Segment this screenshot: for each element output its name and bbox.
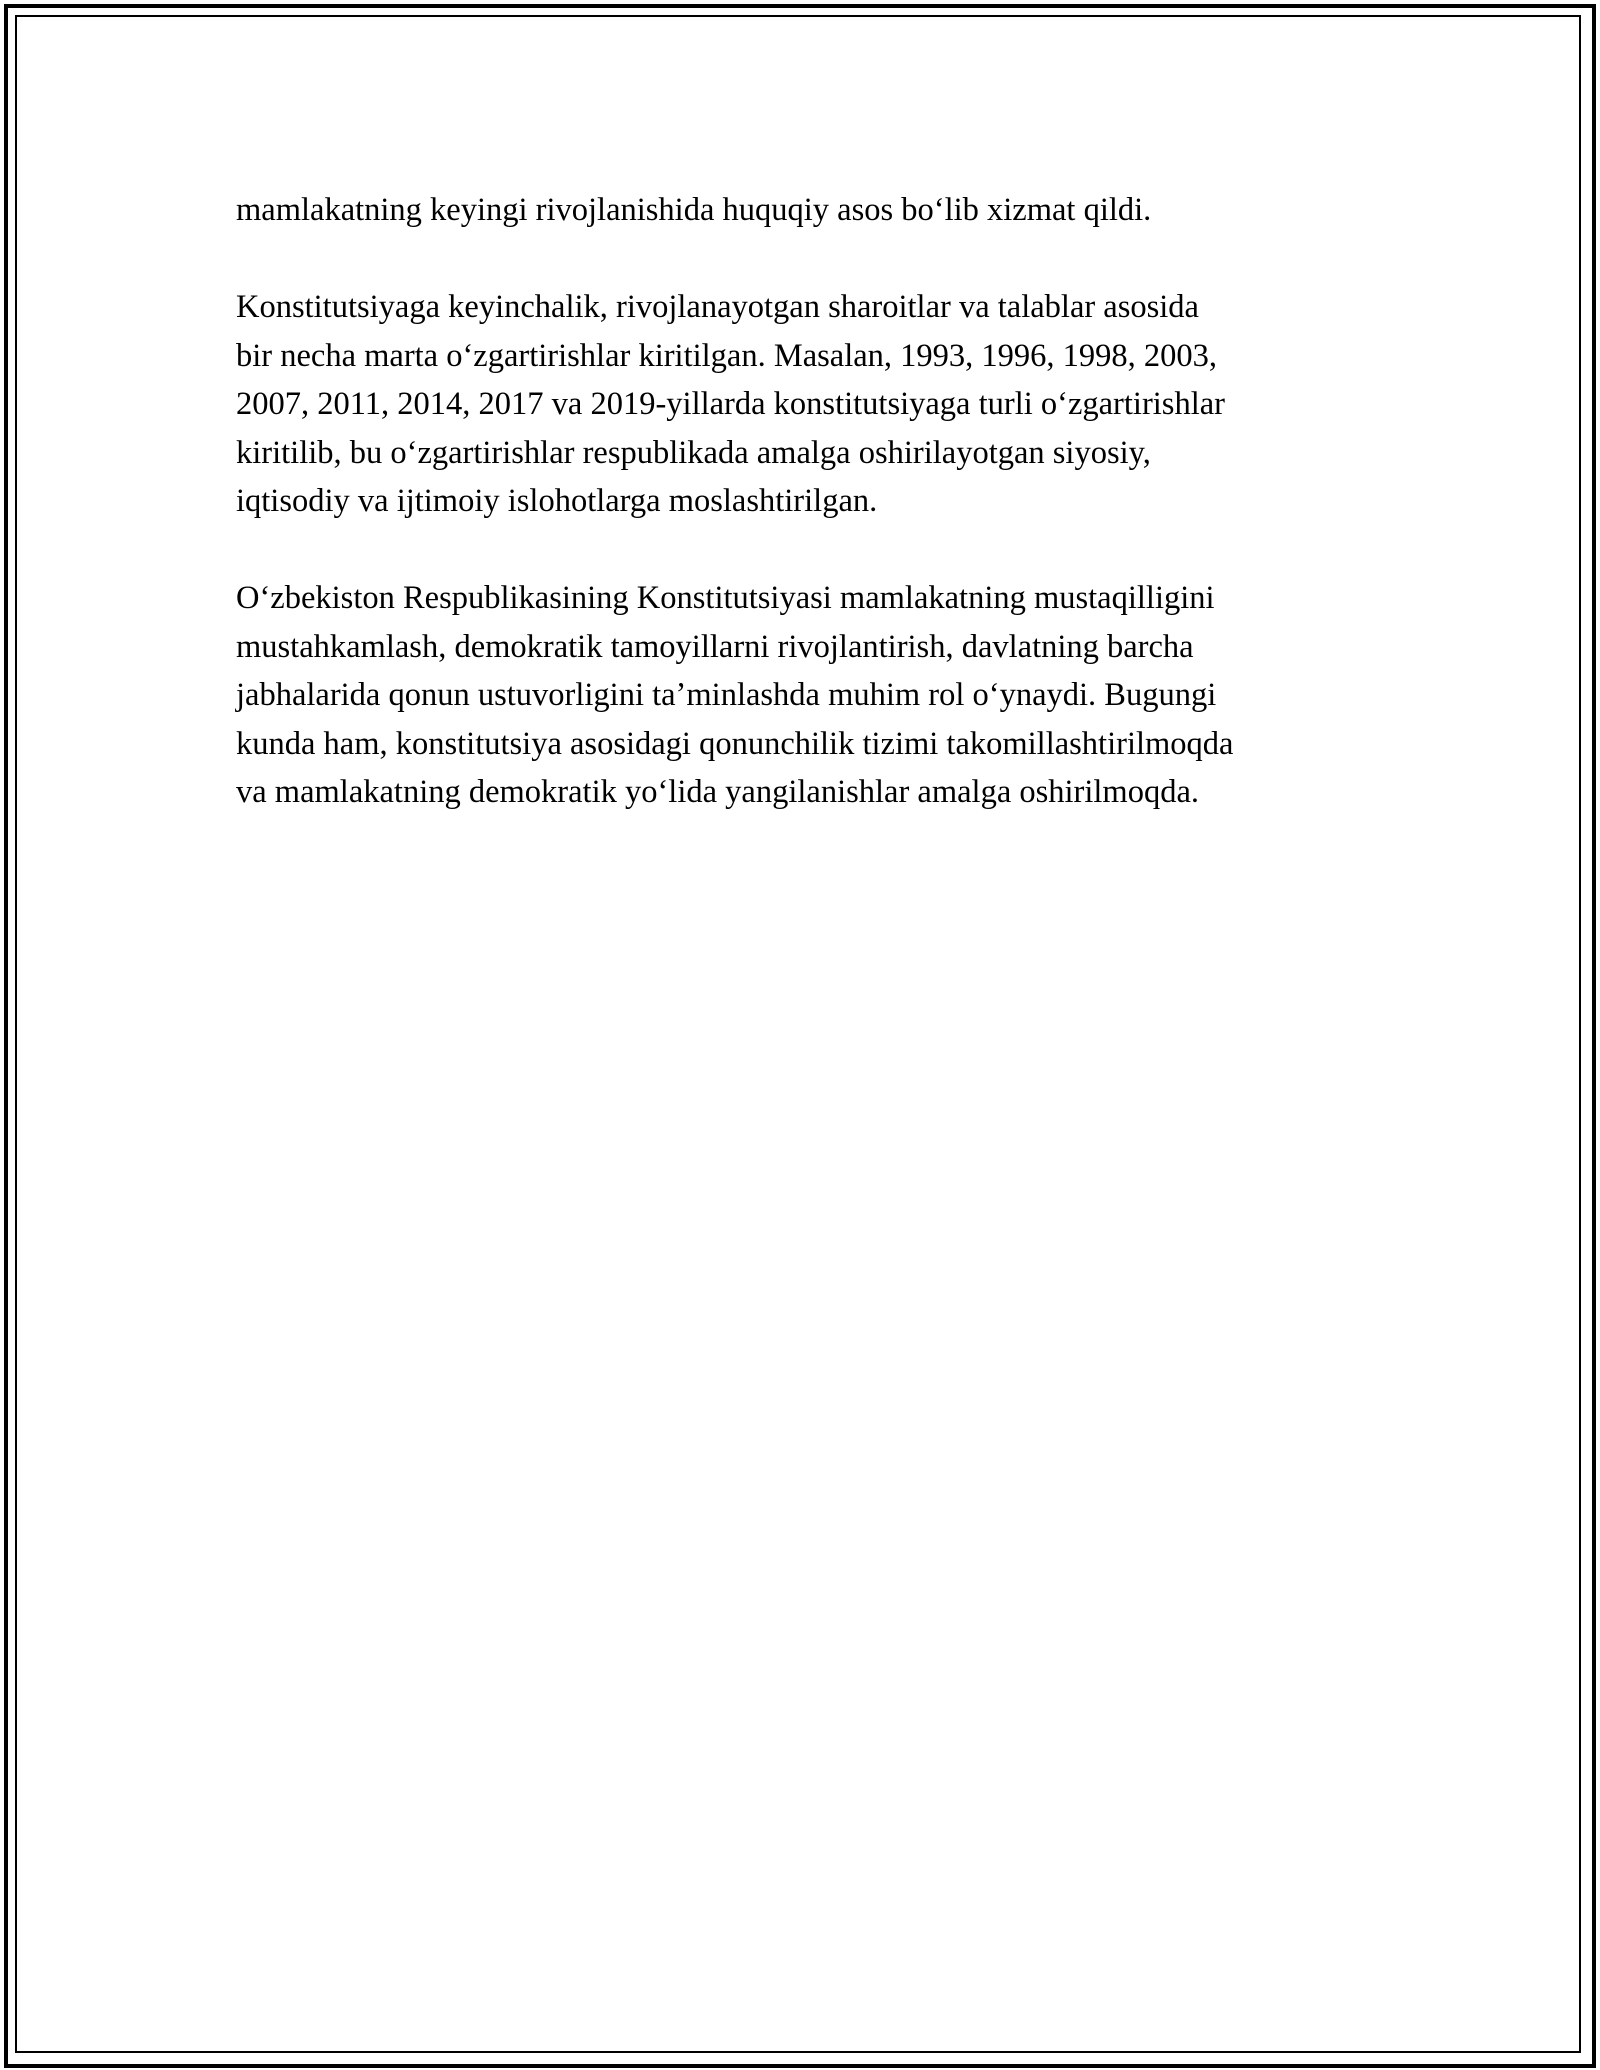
paragraph-2: Konstitutsiyaga keyinchalik, rivojlanayotgan sharoitlar va talablar asosida bir necha marta oʻzgartirishlar kiritilgan. Masalan, 1993, 1996, 1998, 2003, 2007, 2011, 2014, 2017 va 2019-yillarda konstitutsiyaga turli oʻzgartirishlar kiritilib, bu oʻzgartirishlar respublikada amalga oshirilayotgan siyosiy, iqtisodiy va ijtimoiy islohotlarga moslashtirilgan.: [236, 289, 1225, 519]
paragraph-1: mamlakatning keyingi rivojlanishida huquqiy asos boʻlib xizmat qildi.: [236, 192, 1152, 228]
document-body: [236, 186, 1386, 865]
paragraph-3: Oʻzbekiston Respublikasining Konstitutsiyasi mamlakatning mustaqilligini mustahkamlash, demokratik tamoyillarni rivojlantirish, davlatning barcha jabhalarida qonun ustuvorligini taʼminlashda muhim rol oʻynaydi. Bugungi kunda ham, konstitutsiya asosidagi qonunchilik tizimi takomillashtirilmoqda va mamlakatning demokratik yoʻlida yangilanishlar amalga oshirilmoqda.: [236, 580, 1234, 810]
